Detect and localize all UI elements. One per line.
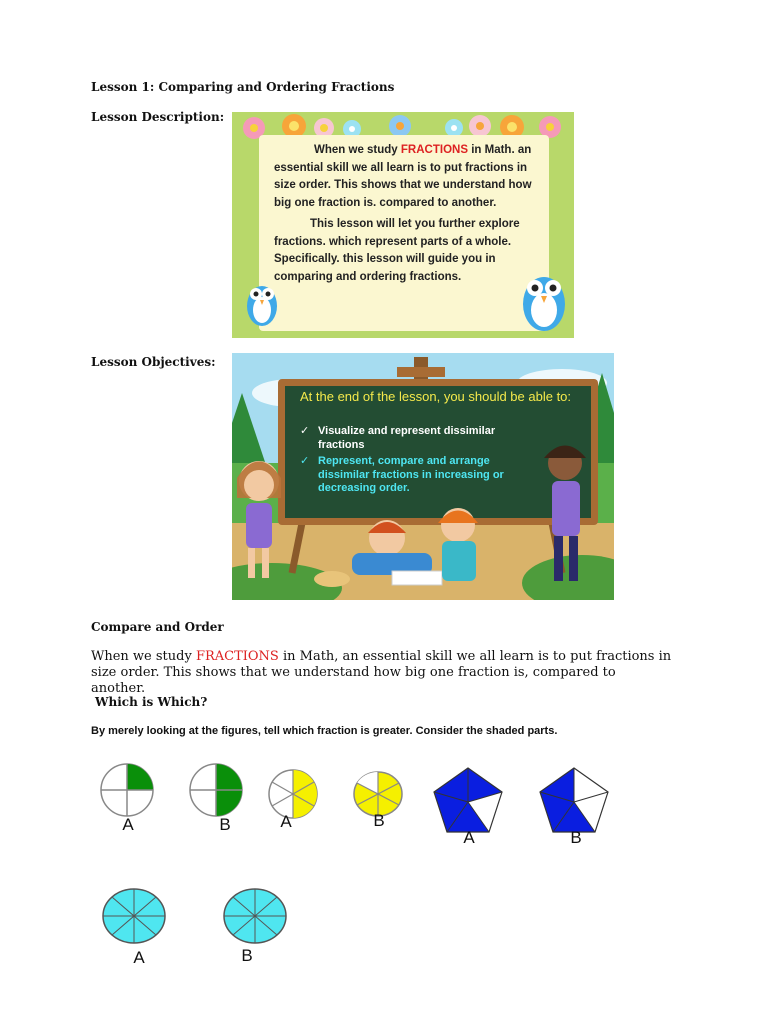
figure-b-half-circle: [190, 764, 242, 816]
instruction-text: By merely looking at the figures, tell which fraction is greater. Consider the shaded parts.: [91, 725, 558, 737]
board-heading: At the end of the lesson, you should be able to:: [300, 389, 572, 404]
compare-text-end: in Math, an essential skill we all learn is to put fractions in size order. This shows that we understand how big one fraction is, compared to another.: [91, 649, 672, 696]
figure-label-b-2: B: [373, 811, 385, 830]
figure-label-b-1: B: [219, 815, 231, 834]
figure-label-a-4: A: [133, 948, 145, 967]
compare-paragraph: [91, 649, 673, 697]
checkmark-icon: ✓: [300, 425, 310, 437]
compare-fractions-highlight: FRACTIONS: [195, 649, 279, 664]
owl-right-icon: [519, 264, 569, 334]
description-text-end: in Math. an essential skill we all learn is to put fractions in size order. This shows that we understand how big one fraction is. compared to another.: [274, 144, 532, 209]
figure-b-yellow-circle: [354, 772, 402, 816]
checkmark-icon: ✓: [300, 455, 310, 467]
description-paragraph-1: [274, 142, 536, 212]
figure-b-cyan-circle: [224, 889, 286, 943]
lesson-description-label: Lesson Description:: [91, 110, 225, 124]
description-card-text: [274, 142, 536, 286]
description-fractions-highlight: FRACTIONS: [400, 144, 468, 156]
which-heading: Which is Which?: [95, 695, 208, 709]
description-paragraph-2: This lesson will let you further explore fractions. which represent parts of a whole. Specifically. this lesson will guide you in comparing and ordering fractions.: [274, 218, 520, 283]
figure-a-cyan-circle: [103, 889, 165, 943]
lesson-description-card: [232, 112, 574, 338]
owl-left-icon: [244, 276, 280, 328]
figure-label-a-3: A: [463, 828, 475, 847]
figure-label-a-1: A: [122, 815, 134, 834]
board-item-2: [300, 455, 520, 496]
lesson-objectives-illustration: [232, 353, 614, 600]
figure-label-b-4: B: [241, 946, 253, 965]
description-text-start: When we study: [314, 144, 401, 156]
figure-label-a-2: A: [280, 812, 292, 831]
figure-label-b-3: B: [570, 828, 582, 847]
compare-heading: Compare and Order: [91, 620, 224, 634]
board-item-1: [300, 425, 520, 452]
figure-a-quarter-circle: [101, 764, 153, 816]
board-item-2-text: Represent, compare and arrange dissimilar fractions in increasing or decreasing order.: [318, 455, 504, 494]
figure-a-yellow-circle: [269, 770, 317, 818]
fraction-figures: [0, 750, 768, 980]
lesson-objectives-label: Lesson Objectives:: [91, 355, 216, 369]
figure-b-pentagon: [540, 768, 608, 832]
compare-text-start: When we study: [91, 649, 196, 664]
lesson-title: Lesson 1: Comparing and Ordering Fractions: [91, 80, 395, 94]
figure-a-pentagon: [434, 768, 502, 832]
board-item-1-text: Visualize and represent dissimilar fractions: [318, 425, 496, 451]
